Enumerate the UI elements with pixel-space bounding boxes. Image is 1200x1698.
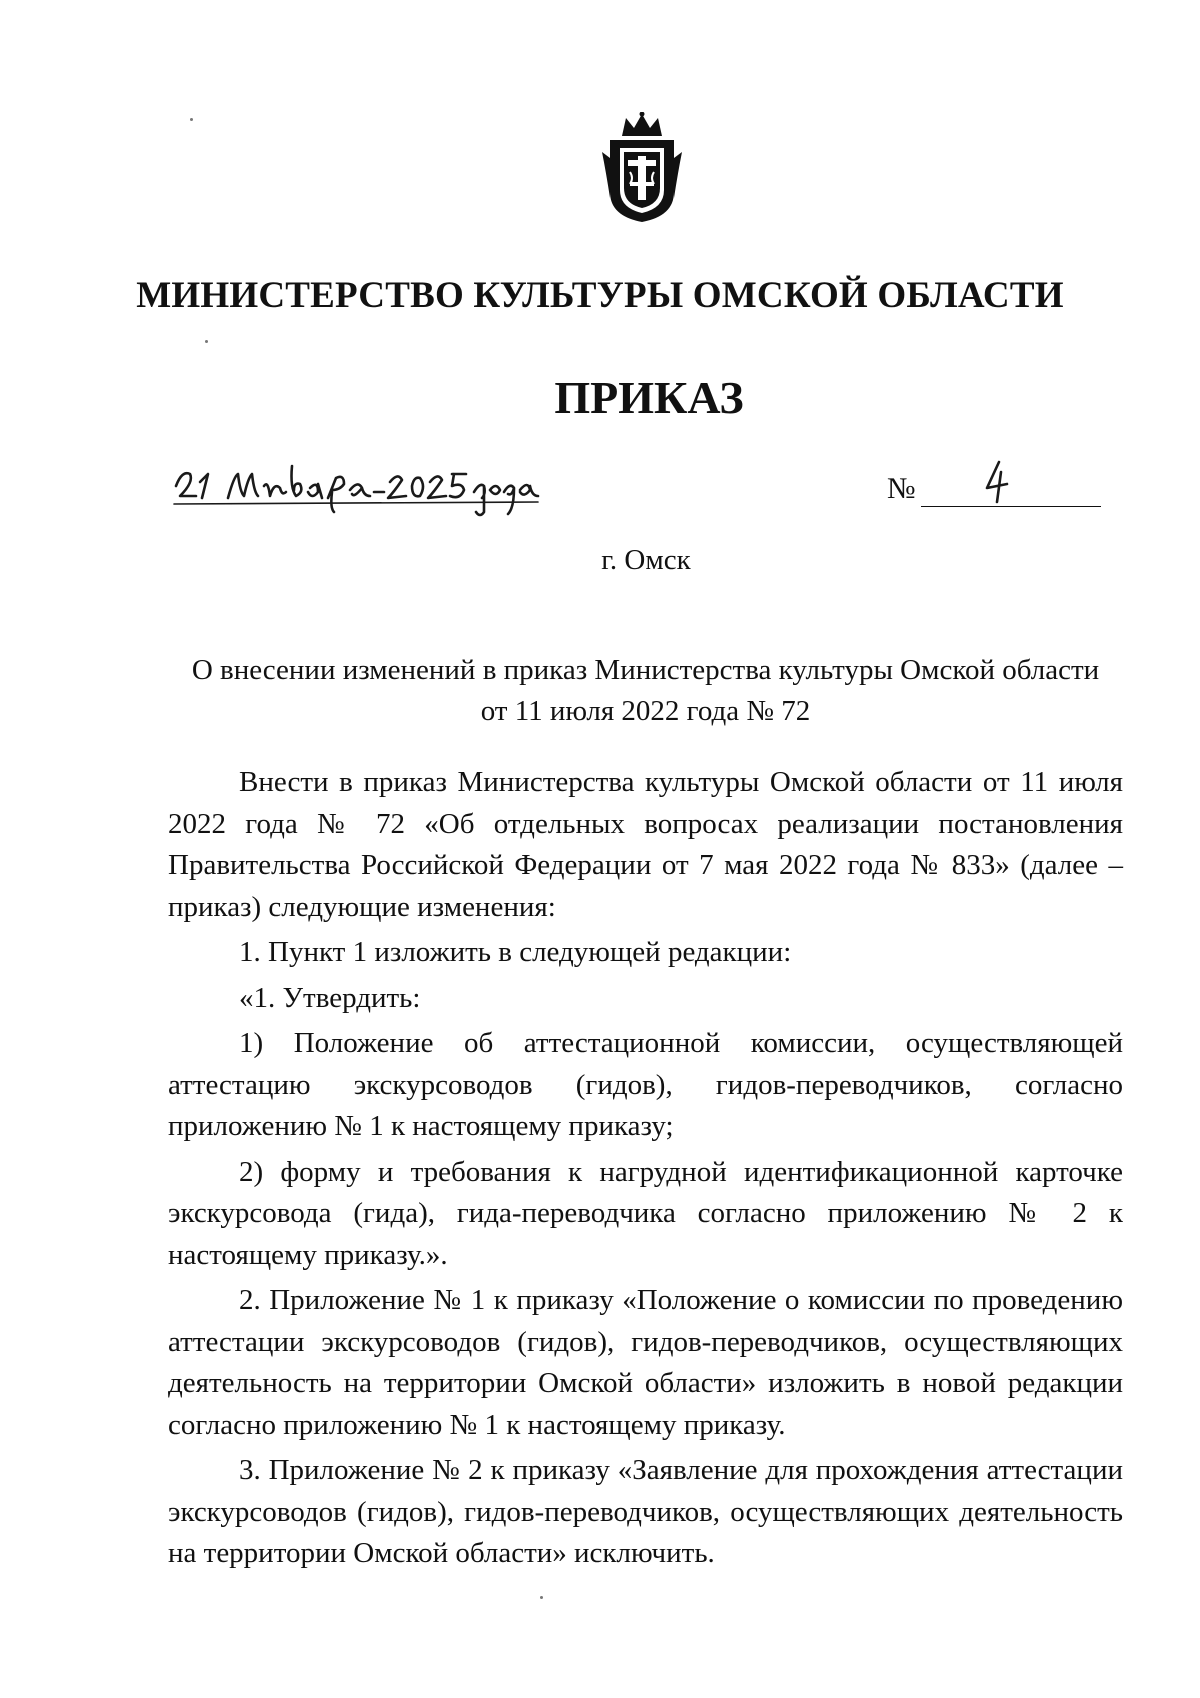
paragraph-item-2: 2. Приложение № 1 к приказу «Положение о комиссии по проведению аттестации экскурсоводов (гидов), гидов-переводчиков, осуществляющих деятельность на территории Омской области» изложить в новой редакции согласно приложению № 1 к настоящему приказу. [168, 1284, 1123, 1441]
paragraph-item-1: 1. Пункт 1 изложить в следующей редакции: [239, 936, 792, 968]
document-type-title: ПРИКАЗ [554, 372, 744, 423]
subject-line-2: от 11 июля 2022 года № 72 [480, 695, 811, 727]
order-number-field [887, 458, 1107, 514]
subject-line-1: О внесении изменений в приказ Министерства культуры Омской области [191, 654, 1100, 686]
handwritten-number [977, 458, 1017, 506]
scan-speck [190, 118, 193, 121]
paragraph-intro: Внести в приказ Министерства культуры Омской области от 11 июля 2022 года № 72 «Об отдельных вопросах реализации постановления Правительства Российской Федерации от 7 мая 2022 года № 833» (далее – приказ) следующие изменения: [168, 766, 1123, 923]
order-subject [168, 650, 1123, 732]
paragraph-item-3: 3. Приложение № 2 к приказу «Заявление для прохождения аттестации экскурсоводов (гидов), гидов-переводчиков, осуществляющих деятельность на территории Омской области» исключить. [168, 1454, 1123, 1569]
paragraph-subitem-1: 1) Положение об аттестационной комиссии, осуществляющей аттестацию экскурсоводов (гидов), гидов-переводчиков, согласно приложению № 1 к настоящему приказу; [168, 1027, 1123, 1142]
order-body [168, 762, 1123, 1579]
number-label: № [887, 472, 916, 505]
city: г. Омск [601, 544, 691, 576]
number-underline [921, 506, 1101, 507]
scan-speck [205, 340, 208, 343]
scan-speck [540, 1596, 543, 1599]
paragraph-approve: «1. Утвердить: [239, 981, 421, 1014]
coat-of-arms-icon [600, 112, 684, 224]
ministry-name: МИНИСТЕРСТВО КУЛЬТУРЫ ОМСКОЙ ОБЛАСТИ [136, 275, 1064, 316]
paragraph-subitem-2: 2) форму и требования к нагрудной идентификационной карточке экскурсовода (гида), гида-переводчика согласно приложению № 2 к настоящему приказу.». [168, 1155, 1123, 1271]
handwritten-date [168, 452, 628, 522]
